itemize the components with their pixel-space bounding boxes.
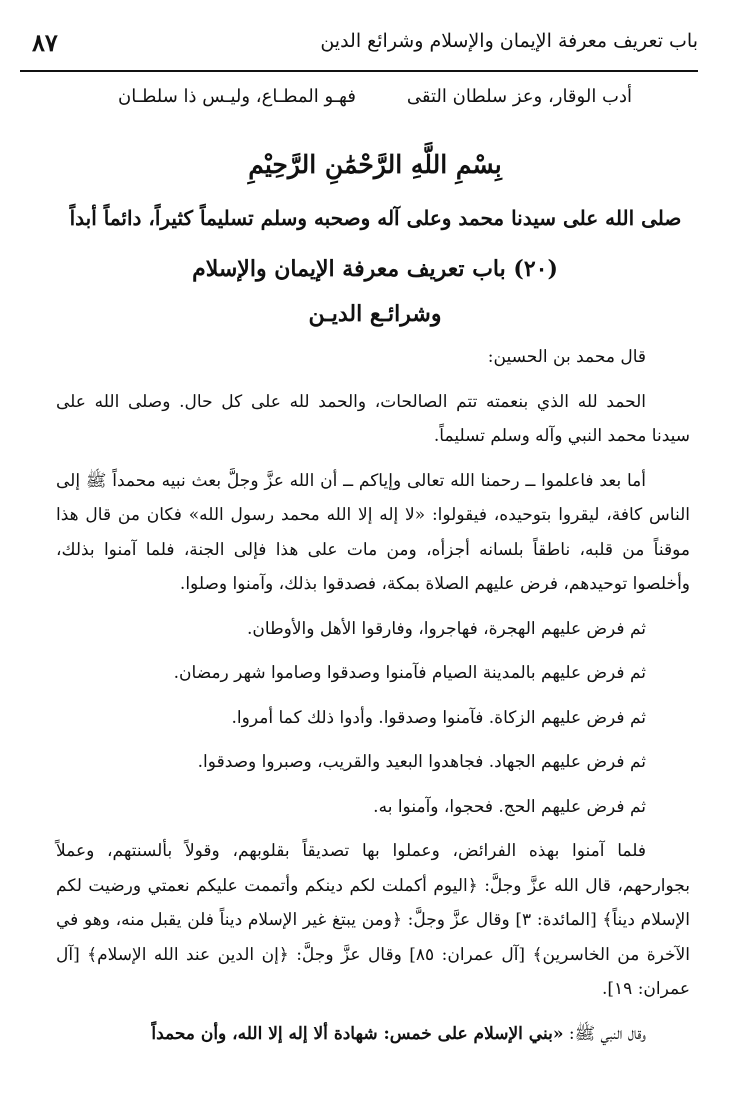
paragraph-amma-bad: أما بعد فاعلموا ــ رحمنا الله تعالى وإياكم ــ أن الله عزَّ وجلَّ بعث نبيه محمداً ﷺ إلى الناس كافة، ليقروا بتوحيده، فيقولوا: «لا إله إلا الله محمد رسول الله» فكان من قال هذا موقناً من قلبه، ناطقاً بلسانه أجزأه، ومن مات على هذا فإلى الجنة، فلما آمنوا بذلك، وأخلصوا توحيدهم، فرض عليهم الصلاة بمكة، فصدقوا بذلك، وآمنوا وصلوا. <box>56 470 690 594</box>
hadith-lead: وقال النبي ﷺ: <box>563 1023 646 1044</box>
paragraph-hijra: ثم فرض عليهم الهجرة، فهاجروا، وفارقوا الأهل والأوطان. <box>247 618 646 639</box>
paragraph-siyam: ثم فرض عليهم بالمدينة الصيام فآمنوا وصدقوا وصاموا شهر رمضان. <box>173 663 646 683</box>
running-title: باب تعريف معرفة الإيمان والإسلام وشرائع الدين <box>320 30 698 52</box>
hadith-quote: «بني الإسلام على خمس: شهادة ألا إله إلا الله، وأن محمداً <box>151 1023 564 1044</box>
paragraph-zakat: ثم فرض عليهم الزكاة. فآمنوا وصدقوا. وأدوا ذلك كما أمروا. <box>231 707 646 728</box>
paragraph-hajj: ثم فرض عليهم الحج. فحجوا، وآمنوا به. <box>373 796 646 817</box>
chapter-title-line-1: (٢٠) باب تعريف معرفة الإيمان والإسلام <box>192 256 558 282</box>
salutation: صلى الله على سيدنا محمد وعلى آله وصحبه وسلم تسليماً كثيراً، دائماً أبداً <box>69 206 682 230</box>
verse-hemistich-left: فهـو المطـاع، وليـس ذا سلطـان <box>118 86 356 107</box>
verse-hemistich-right: أدب الوقار، وعز سلطان التقى <box>406 86 632 107</box>
running-header <box>20 22 698 72</box>
body-text <box>56 340 690 1061</box>
verse-line <box>118 82 632 116</box>
page-number: ٨٧ <box>32 28 58 57</box>
basmala: بِسْمِ اللَّهِ الرَّحْمَٰنِ الرَّحِيْمِ <box>248 150 502 179</box>
paragraph-faraid: فلما آمنوا بهذه الفرائض، وعملوا بها تصديقاً بقلوبهم، وقولاً بألسنتهم، وعملاً بجوارحهم، قال الله عزَّ وجلَّ: ﴿اليوم أكملت لكم دينكم وأتممت عليكم نعمتي ورضيت لكم الإسلام ديناً﴾ [المائدة: ٣] وقال عزَّ وجلَّ: ﴿ومن يبتغ غير الإسلام ديناً فلن يقبل منه، وهو في الآخرة من الخاسرين﴾ [آل عمران: ٨٥] وقال عزَّ وجلَّ: ﴿إن الدين عند الله الإسلام﴾ [آل عمران: ١٩]. <box>56 841 690 999</box>
paragraph-hadith <box>56 1017 690 1052</box>
paragraph-hamd: الحمد لله الذي بنعمته تتم الصالحات، والحمد لله على كل حال. وصلى الله على سيدنا محمد النبي وآله وسلم تسليماً. <box>56 391 690 446</box>
paragraph-jihad: ثم فرض عليهم الجهاد. فجاهدوا البعيد والقريب، وصبروا وصدقوا. <box>197 752 646 772</box>
chapter-title-line-2: وشرائـع الديـن <box>308 301 442 327</box>
paragraph-intro: قال محمد بن الحسين: <box>487 347 646 367</box>
